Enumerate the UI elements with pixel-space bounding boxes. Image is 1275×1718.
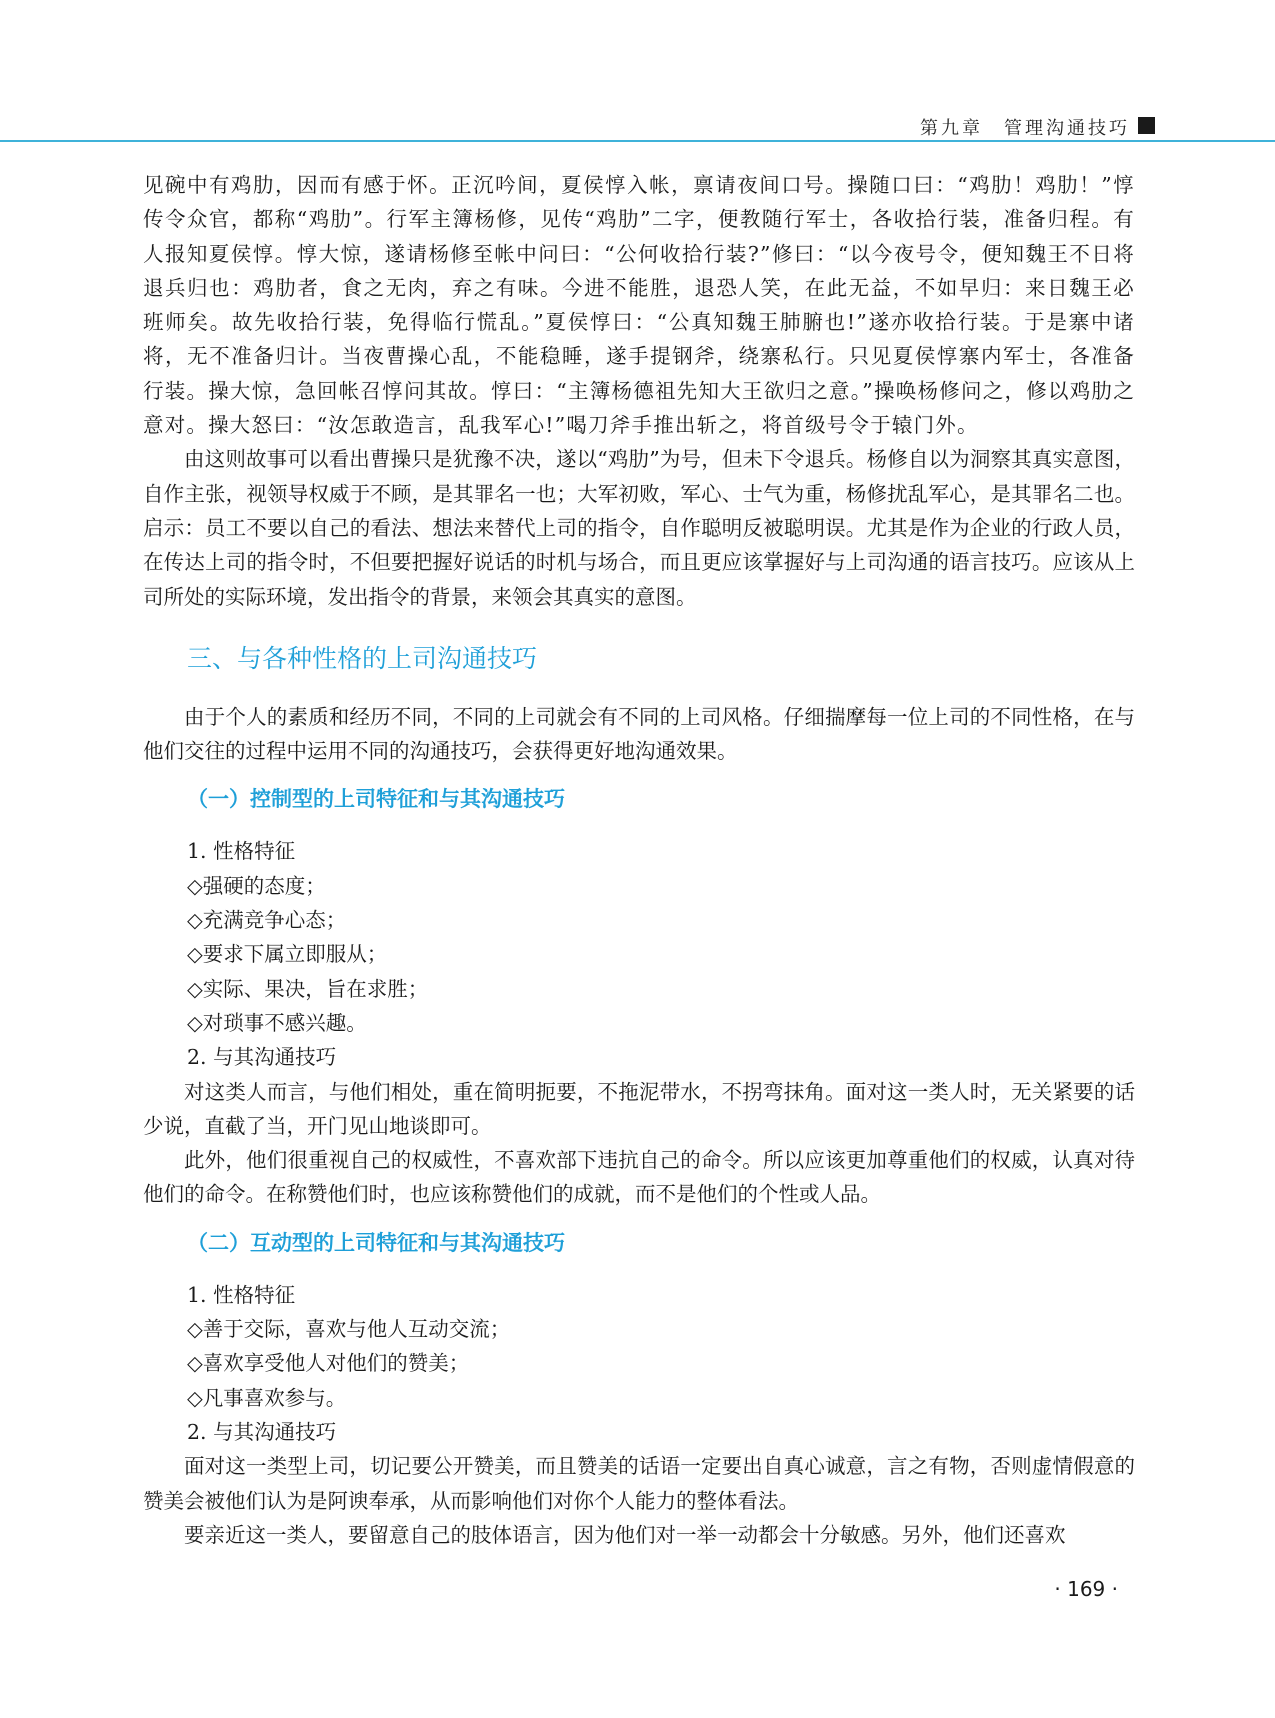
trait-item: ◇凡事喜欢参与。 — [187, 1385, 347, 1410]
running-header — [0, 108, 1275, 140]
page-number: · 169 · — [1054, 1577, 1118, 1601]
trait-item: ◇实际、果决，旨在求胜； — [187, 976, 429, 1001]
subsection-heading-controlling: （一）控制型的上司特征和与其沟通技巧 — [187, 787, 565, 812]
skills-label: 2. 与其沟通技巧 — [187, 1045, 337, 1070]
lesson-paragraph: 由这则故事可以看出曹操只是犹豫不决，遂以“鸡肋”为号，但未下令退兵。杨修自以为洞察其真实意图，自作主张，视领导权威于不顾，是其罪名一也；大军初败，军心、士气为重，杨修扰乱军心，是其罪名二也。启示：员工不要以自己的看法、想法来替代上司的指令，自作聪明反被聪明误。尤其是作为企业的行政人员，在传达上司的指令时，不但要把握好说话的时机与场合，而且更应该掌握好与上司沟通的语言技巧。应该从上司所处的实际环境，发出指令的背景，来领会其真实的意图。 — [143, 447, 1135, 609]
trait-item: ◇要求下属立即服从； — [187, 942, 388, 967]
section-heading: 三、与各种性格的上司沟通技巧 — [187, 643, 538, 673]
trait-item: ◇充满竞争心态； — [187, 908, 347, 933]
skills-paragraph: 面对这一类型上司，切记要公开赞美，而且赞美的话语一定要出自真心诚意，言之有物，否则虚情假意的赞美会被他们认为是阿谀奉承，从而影响他们对你个人能力的整体看法。 — [143, 1454, 1135, 1513]
section-intro: 由于个人的素质和经历不同，不同的上司就会有不同的上司风格。仔细揣摩每一位上司的不同性格，在与他们交往的过程中运用不同的沟通技巧，会获得更好地沟通效果。 — [143, 704, 1135, 764]
page-body — [143, 168, 1135, 1552]
traits-label: 1. 性格特征 — [187, 839, 296, 864]
subsection-heading-interactive: （二）互动型的上司特征和与其沟通技巧 — [187, 1230, 565, 1255]
trait-item: ◇善于交际，喜欢与他人互动交流； — [187, 1317, 511, 1342]
skills-paragraph: 要亲近这一类人，要留意自己的肢体语言，因为他们对一举一动都会十分敏感。另外，他们还喜欢 — [184, 1522, 1066, 1547]
header-rule — [0, 140, 1275, 142]
trait-item: ◇强硬的态度； — [187, 873, 326, 898]
chapter-title: 第九章 管理沟通技巧 — [920, 118, 1130, 139]
trait-item: ◇对琐事不感兴趣。 — [187, 1010, 367, 1035]
traits-label: 1. 性格特征 — [187, 1282, 296, 1307]
header-square-icon — [1138, 117, 1155, 134]
story-paragraph: 见碗中有鸡肋，因而有感于怀。正沉吟间，夏侯惇入帐，禀请夜间口号。操随口曰：“鸡肋！鸡肋！”惇传令众官，都称“鸡肋”。行军主簿杨修，见传“鸡肋”二字，便教随行军士，各收拾行装，准备归程。有人报知夏侯惇。惇大惊，遂请杨修至帐中问曰：“公何收拾行装?”修曰：“以今夜号令，便知魏王不日将退兵归也：鸡肋者，食之无肉，弃之有味。今进不能胜，退恐人笑，在此无益，不如早归：来日魏王必班师矣。故先收拾行装，免得临行慌乱。”夏侯惇曰：“公真知魏王肺腑也!”遂亦收拾行装。于是寨中诸将，无不准备归计。当夜曹操心乱，不能稳睡，遂手提钢斧，绕寨私行。只见夏侯惇寨内军士，各准备行装。操大惊，急回帐召惇问其故。惇曰：“主簿杨德祖先知大王欲归之意。”操唤杨修问之，修以鸡肋之意对。操大怒曰：“汝怎敢造言，乱我军心!”喝刀斧手推出斩之，将首级号令于辕门外。 — [143, 173, 1135, 438]
trait-item: ◇喜欢享受他人对他们的赞美； — [187, 1351, 470, 1376]
skills-paragraph: 对这类人而言，与他们相处，重在简明扼要，不拖泥带水，不拐弯抹角。面对这一类人时，无关紧要的话少说，直截了当，开门见山地谈即可。 — [143, 1079, 1135, 1138]
skills-label: 2. 与其沟通技巧 — [187, 1419, 337, 1444]
skills-paragraph: 此外，他们很重视自己的权威性，不喜欢部下违抗自己的命令。所以应该更加尊重他们的权威，认真对待他们的命令。在称赞他们时，也应该称赞他们的成就，而不是他们的个性或人品。 — [143, 1148, 1135, 1207]
